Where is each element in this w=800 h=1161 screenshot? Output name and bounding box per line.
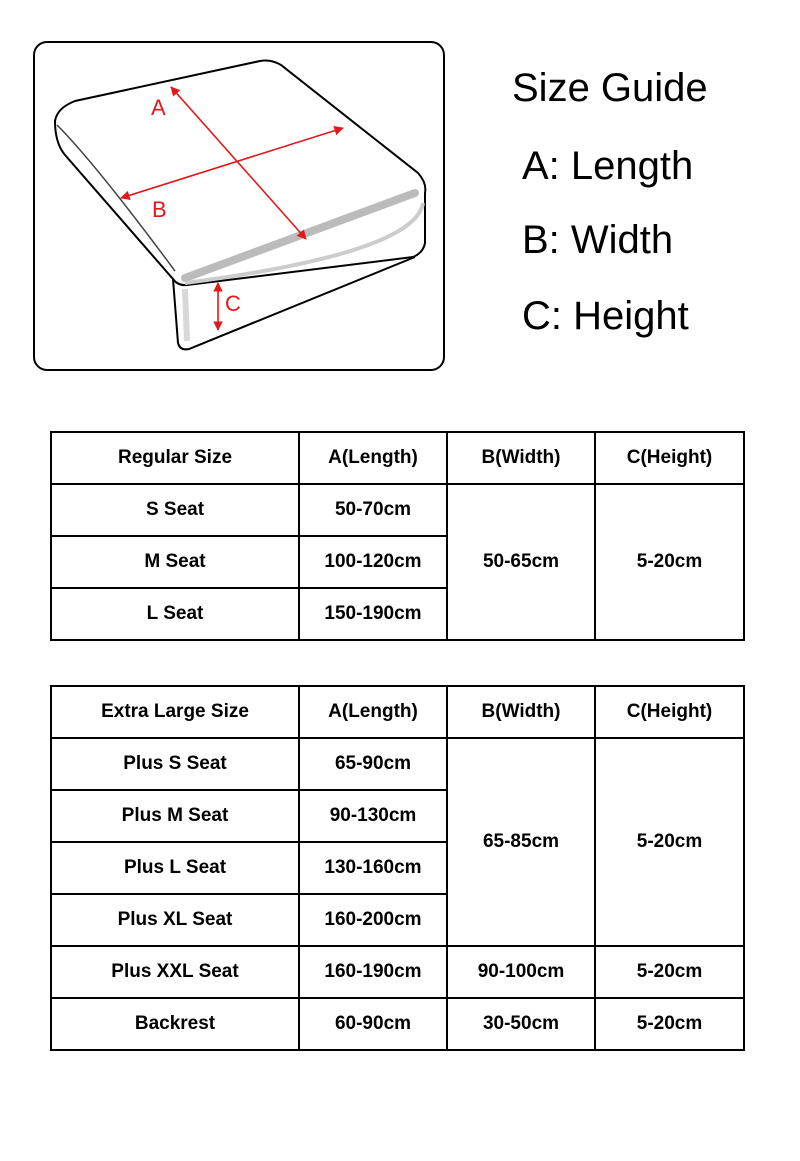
table-header-row xyxy=(51,686,744,738)
size-length: 150-190cm xyxy=(299,588,447,640)
size-length: 160-190cm xyxy=(299,946,447,998)
size-name: L Seat xyxy=(51,588,299,640)
size-length: 160-200cm xyxy=(299,894,447,946)
label-b: B xyxy=(152,197,167,222)
shared-width: 65-85cm xyxy=(447,738,595,946)
header-size: Extra Large Size xyxy=(51,686,299,738)
size-name: S Seat xyxy=(51,484,299,536)
size-width: 90-100cm xyxy=(447,946,595,998)
size-name: Plus XXL Seat xyxy=(51,946,299,998)
label-a: A xyxy=(151,95,166,120)
table-header-row xyxy=(51,432,744,484)
size-name: Plus XL Seat xyxy=(51,894,299,946)
header-width: B(Width) xyxy=(447,432,595,484)
extra-large-size-table xyxy=(50,685,745,1051)
shared-width: 50-65cm xyxy=(447,484,595,640)
regular-size-table xyxy=(50,431,745,641)
header-length: A(Length) xyxy=(299,686,447,738)
legend-length: A: Length xyxy=(522,144,694,188)
table-row xyxy=(51,484,744,536)
header-height: C(Height) xyxy=(595,686,744,738)
size-height: 5-20cm xyxy=(595,998,744,1050)
size-length: 50-70cm xyxy=(299,484,447,536)
legend-width: B: Width xyxy=(522,218,674,262)
table-row xyxy=(51,998,744,1050)
cushion-outline xyxy=(55,61,425,286)
size-length: 65-90cm xyxy=(299,738,447,790)
size-name: Plus M Seat xyxy=(51,790,299,842)
header-size: Regular Size xyxy=(51,432,299,484)
cushion-illustration xyxy=(35,43,447,373)
size-length: 100-120cm xyxy=(299,536,447,588)
cushion-diagram xyxy=(33,41,445,371)
table-row xyxy=(51,946,744,998)
size-name: Backrest xyxy=(51,998,299,1050)
header-height: C(Height) xyxy=(595,432,744,484)
size-length: 60-90cm xyxy=(299,998,447,1050)
size-width: 30-50cm xyxy=(447,998,595,1050)
legend-height: C: Height xyxy=(522,294,689,338)
size-name: M Seat xyxy=(51,536,299,588)
shared-height: 5-20cm xyxy=(595,484,744,640)
table-row xyxy=(51,738,744,790)
size-height: 5-20cm xyxy=(595,946,744,998)
size-name: Plus L Seat xyxy=(51,842,299,894)
size-guide-title: Size Guide xyxy=(512,66,708,110)
size-length: 130-160cm xyxy=(299,842,447,894)
label-c: C xyxy=(225,291,241,316)
header-length: A(Length) xyxy=(299,432,447,484)
size-length: 90-130cm xyxy=(299,790,447,842)
size-name: Plus S Seat xyxy=(51,738,299,790)
header-width: B(Width) xyxy=(447,686,595,738)
shared-height: 5-20cm xyxy=(595,738,744,946)
